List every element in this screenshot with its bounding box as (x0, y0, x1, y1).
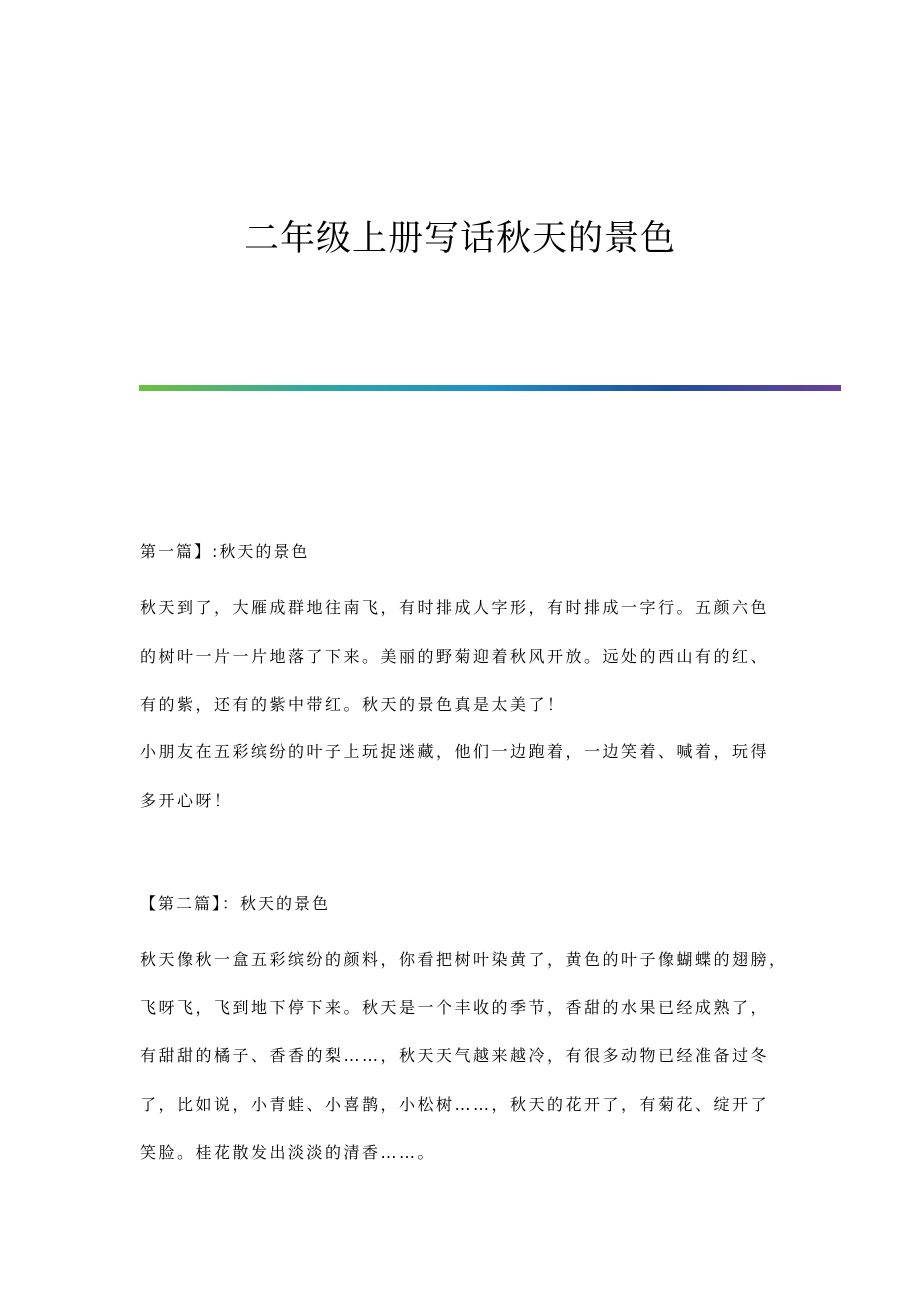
section-2-line-4: 了，比如说，小青蛙、小喜鹊，小松树……，秋天的花开了，有菊花、绽开了 (140, 1095, 770, 1114)
section-1-heading: 第一篇】:秋天的景色 (140, 542, 310, 561)
title-divider (139, 385, 841, 391)
section-1-line-1: 秋天到了，大雁成群地往南飞，有时排成人字形，有时排成一字行。五颜六色 (140, 598, 770, 617)
section-2-line-2: 飞呀飞，飞到地下停下来。秋天是一个丰收的季节，香甜的水果已经成熟了， (140, 998, 770, 1017)
section-2-heading: 【第二篇】：秋天的景色 (140, 894, 331, 913)
section-1-line-3: 有的紫，还有的紫中带红。秋天的景色真是太美了！ (140, 695, 566, 714)
section-1-line-2: 的树叶一片一片地落了下来。美丽的野菊迎着秋风开放。远处的西山有的红、 (140, 647, 770, 666)
section-1-line-5: 多开心呀！ (140, 791, 233, 810)
section-2-line-1: 秋天像秋一盒五彩缤纷的颜料，你看把树叶染黄了，黄色的叶子像蝴蝶的翅膀， (140, 950, 788, 969)
section-2-line-5: 笑脸。桂花散发出淡淡的清香……。 (140, 1143, 437, 1162)
section-1-line-4: 小朋友在五彩缤纷的叶子上玩捉迷藏，他们一边跑着，一边笑着、喊着，玩得 (140, 742, 770, 761)
document-title: 二年级上册写话秋天的景色 (243, 219, 676, 259)
section-2-line-3: 有甜甜的橘子、香香的梨……，秋天天气越来越冷，有很多动物已经准备过冬 (140, 1046, 770, 1065)
